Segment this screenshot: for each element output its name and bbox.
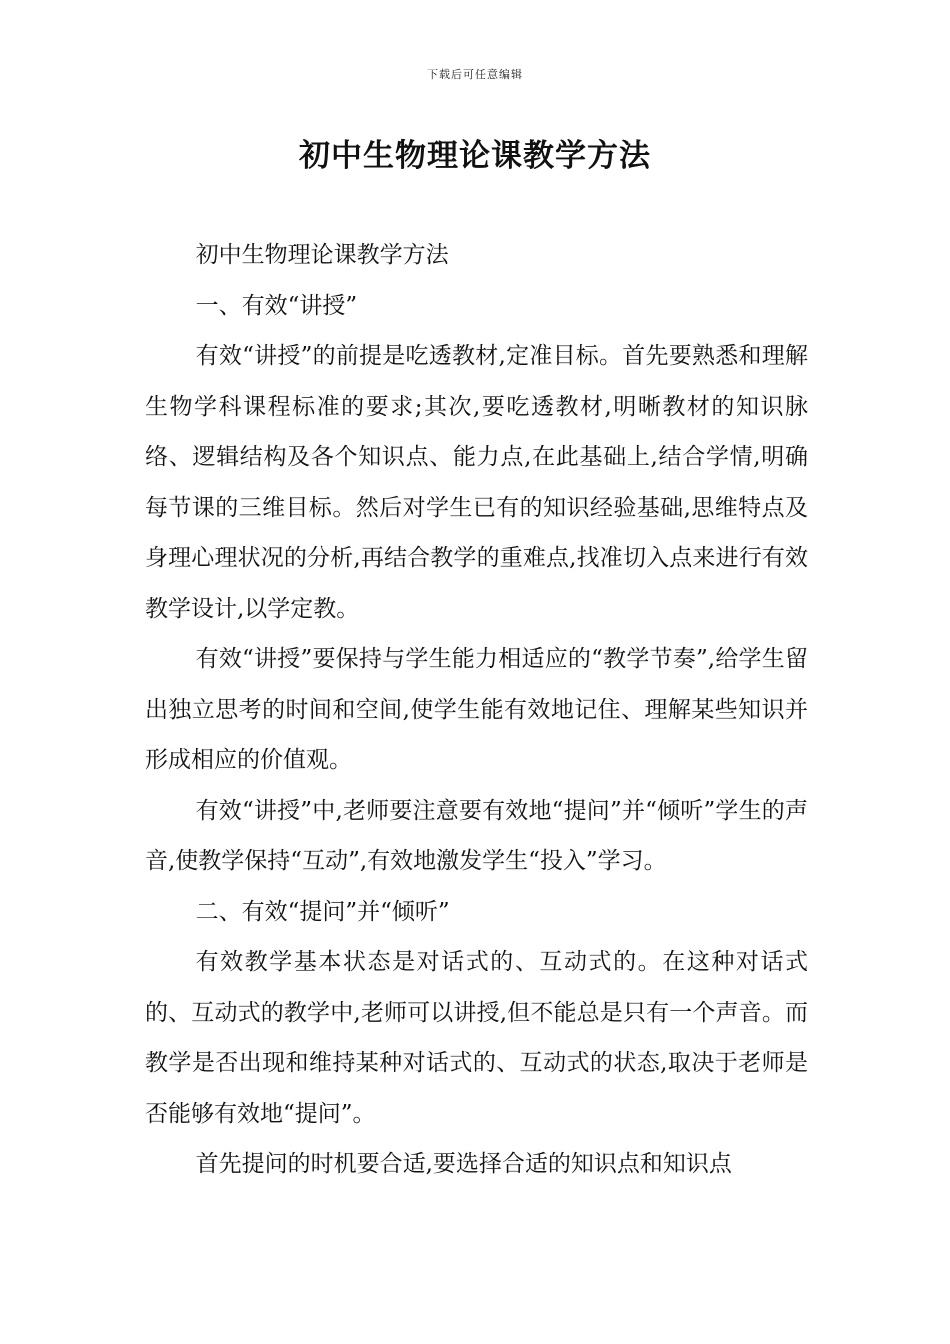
paragraph: 首先提问的时机要合适,要选择合适的知识点和知识点: [195, 1151, 732, 1177]
document-body: [145, 230, 808, 1190]
paragraph: 有效“讲授”要保持与学生能力相适应的“教学节奏”,给学生留出独立思考的时间和空间,使学生能有效地记住、理解某些知识并形成相应的价值观。: [145, 646, 808, 773]
section-heading-1: 一、有效“讲授”: [195, 292, 358, 319]
header-note: 下载后可任意编辑: [427, 68, 523, 81]
section-heading-2: 二、有效“提问”并“倾听”: [195, 898, 450, 925]
paragraph: 有效“讲授”中,老师要注意要有效地“提问”并“倾听”学生的声音,使教学保持“互动”,有效地激发学生“投入”学习。: [145, 797, 808, 874]
paragraph: 有效“讲授”的前提是吃透教材,定准目标。首先要熟悉和理解生物学科课程标准的要求;其次,要吃透教材,明晰教材的知识脉络、逻辑结构及各个知识点、能力点,在此基础上,结合学情,明确每节课的三维目标。然后对学生已有的知识经验基础,思维特点及身理心理状况的分析,再结合教学的重难点,找准切入点来进行有效教学设计,以学定教。: [145, 343, 808, 622]
paragraph: 有效教学基本状态是对话式的、互动式的。在这种对话式的、互动式的教学中,老师可以讲授,但不能总是只有一个声音。而教学是否出现和维持某种对话式的、互动式的状态,取决于老师是否能够有效地“提问”。: [145, 949, 808, 1127]
body-subtitle: 初中生物理论课教学方法: [195, 242, 449, 268]
document-title: 初中生物理论课教学方法: [299, 138, 651, 174]
